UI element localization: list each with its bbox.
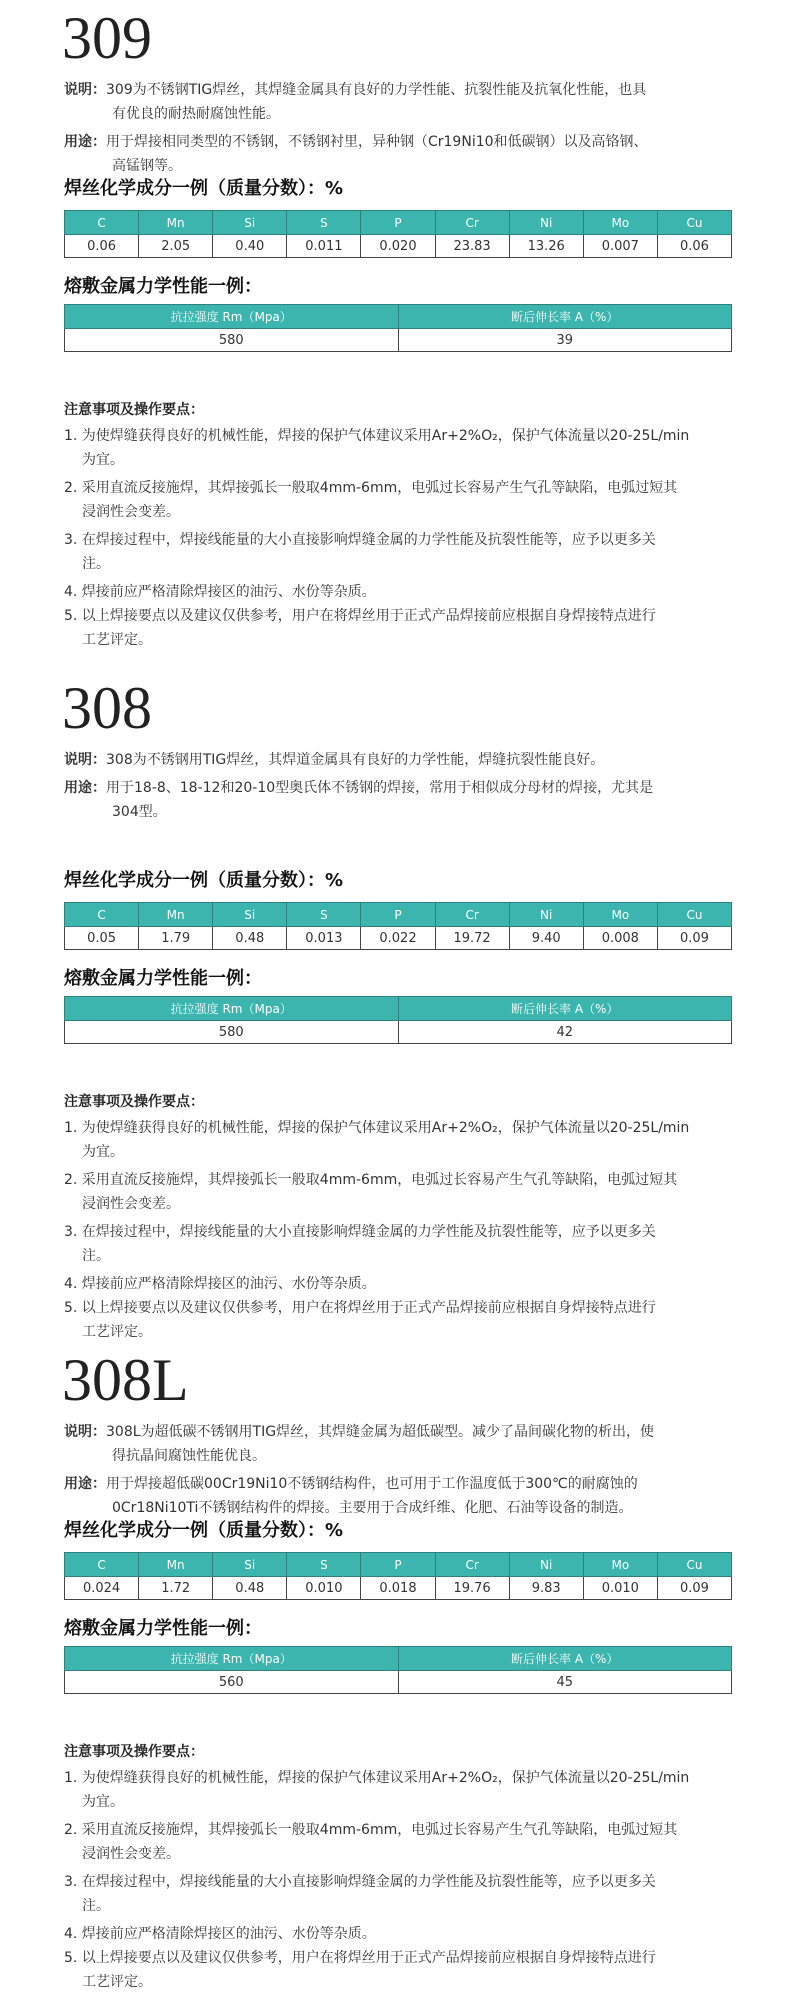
usage-label: 用途： xyxy=(64,134,106,150)
chemistry-value-cell: 1.72 xyxy=(139,1577,213,1600)
mechanical-table xyxy=(64,996,732,1044)
chemistry-value-cell: 23.83 xyxy=(435,235,509,258)
chemistry-value-cell: 0.05 xyxy=(65,927,139,950)
note-continuation: 为宜。 xyxy=(82,1144,124,1160)
usage-text: 0Cr18Ni10Ti不锈钢结构件的焊接。主要用于合成纤维、化肥、石油等设备的制造。 xyxy=(112,1500,633,1516)
note-item: 1. 为使焊缝获得良好的机械性能，焊接的保护气体建议采用Ar+2%O₂，保护气体流量以20-25L/min xyxy=(64,428,690,444)
chemistry-header-cell: Cr xyxy=(435,903,509,927)
description-label: 说明： xyxy=(64,1424,106,1440)
description-line xyxy=(64,80,646,100)
usage-line-cont xyxy=(112,802,167,822)
note-continuation: 注。 xyxy=(82,1898,110,1914)
usage-line-cont xyxy=(112,1498,632,1518)
note-item: 2. 采用直流反接施焊，其焊接弧长一般取4mm-6mm，电弧过长容易产生气孔等缺陷，电弧过短其 xyxy=(64,480,678,496)
mechanical-header-cell: 抗拉强度 Rm（Mpa） xyxy=(65,997,399,1021)
chemistry-table xyxy=(64,902,732,950)
usage-text: 用于焊接超低碳00Cr19Ni10不锈钢结构件，也可用于工作温度低于300℃的耐腐蚀的 xyxy=(106,1476,638,1492)
usage-label: 用途： xyxy=(64,780,106,796)
mechanical-value-cell: 580 xyxy=(65,1021,399,1044)
chemistry-header-cell: Si xyxy=(213,211,287,235)
mechanical-heading: 熔敷金属力学性能一例： xyxy=(64,968,262,989)
chemistry-header-cell: Ni xyxy=(509,1553,583,1577)
chemistry-header-cell: Si xyxy=(213,903,287,927)
chemistry-header-cell: Mo xyxy=(583,211,657,235)
description-text: 308L为超低碳不锈钢用TIG焊丝，其焊缝金属为超低碳型。减少了晶间碳化物的析出，使 xyxy=(106,1424,655,1440)
mechanical-value-row xyxy=(65,329,732,352)
note-item: 3. 在焊接过程中，焊接线能量的大小直接影响焊缝金属的力学性能及抗裂性能等，应予以更多关 xyxy=(64,1224,656,1240)
chemistry-header-row xyxy=(65,1553,732,1577)
mechanical-header-cell: 断后伸长率 A（%） xyxy=(398,1647,732,1671)
mechanical-header-cell: 断后伸长率 A（%） xyxy=(398,997,732,1021)
mechanical-value-cell: 42 xyxy=(398,1021,732,1044)
product-section-309 xyxy=(0,5,790,668)
chemistry-value-cell: 0.48 xyxy=(213,927,287,950)
chemistry-value-cell: 19.76 xyxy=(435,1577,509,1600)
chemistry-header-cell: S xyxy=(287,1553,361,1577)
notes-title: 注意事项及操作要点： xyxy=(64,1744,204,1760)
chemistry-header-cell: Mn xyxy=(139,903,213,927)
description-line xyxy=(64,750,604,770)
chemistry-table xyxy=(64,1552,732,1600)
product-grade: 308 xyxy=(62,675,152,741)
chemistry-value-cell: 13.26 xyxy=(509,235,583,258)
chemistry-value-row xyxy=(65,927,732,950)
chemistry-header-cell: Ni xyxy=(509,211,583,235)
description-label: 说明： xyxy=(64,752,106,768)
note-continuation: 浸润性会变差。 xyxy=(82,504,180,520)
mechanical-header-cell: 抗拉强度 Rm（Mpa） xyxy=(65,1647,399,1671)
chemistry-header-cell: Si xyxy=(213,1553,287,1577)
mechanical-value-cell: 580 xyxy=(65,329,399,352)
description-line-cont xyxy=(112,1446,266,1466)
note-continuation: 浸润性会变差。 xyxy=(82,1846,180,1862)
usage-text: 304型。 xyxy=(112,804,167,820)
chemistry-header-cell: Mn xyxy=(139,1553,213,1577)
chemistry-value-cell: 0.011 xyxy=(287,235,361,258)
chemistry-value-cell: 0.024 xyxy=(65,1577,139,1600)
usage-line-cont xyxy=(112,156,182,176)
chemistry-value-cell: 2.05 xyxy=(139,235,213,258)
chemistry-header-cell: Mn xyxy=(139,211,213,235)
description-text: 有优良的耐热耐腐蚀性能。 xyxy=(112,106,280,122)
chemistry-value-cell: 0.022 xyxy=(361,927,435,950)
note-item: 1. 为使焊缝获得良好的机械性能，焊接的保护气体建议采用Ar+2%O₂，保护气体流量以20-25L/min xyxy=(64,1770,690,1786)
notes-title: 注意事项及操作要点： xyxy=(64,402,204,418)
chemistry-heading: 焊丝化学成分一例（质量分数）：% xyxy=(64,870,344,891)
chemistry-header-row xyxy=(65,903,732,927)
usage-text: 高锰钢等。 xyxy=(112,158,182,174)
chemistry-header-cell: P xyxy=(361,1553,435,1577)
chemistry-value-cell: 0.013 xyxy=(287,927,361,950)
chemistry-value-cell: 0.09 xyxy=(657,1577,731,1600)
chemistry-value-row xyxy=(65,1577,732,1600)
chemistry-header-cell: Cu xyxy=(657,903,731,927)
note-continuation: 工艺评定。 xyxy=(82,632,152,648)
note-item: 1. 为使焊缝获得良好的机械性能，焊接的保护气体建议采用Ar+2%O₂，保护气体流量以20-25L/min xyxy=(64,1120,690,1136)
description-label: 说明： xyxy=(64,82,106,98)
mechanical-value-row xyxy=(65,1021,732,1044)
note-item: 4. 焊接前应严格清除焊接区的油污、水份等杂质。 xyxy=(64,1926,376,1942)
chemistry-header-cell: P xyxy=(361,903,435,927)
chemistry-value-cell: 0.018 xyxy=(361,1577,435,1600)
chemistry-header-cell: Cu xyxy=(657,1553,731,1577)
note-item: 5. 以上焊接要点以及建议仅供参考，用户在将焊丝用于正式产品焊接前应根据自身焊接特点进行 xyxy=(64,1950,656,1966)
chemistry-value-row xyxy=(65,235,732,258)
mechanical-heading: 熔敷金属力学性能一例： xyxy=(64,276,262,297)
chemistry-header-cell: C xyxy=(65,903,139,927)
mechanical-value-cell: 45 xyxy=(398,1671,732,1694)
chemistry-header-cell: Cr xyxy=(435,211,509,235)
chemistry-heading: 焊丝化学成分一例（质量分数）：% xyxy=(64,1520,344,1541)
note-item: 3. 在焊接过程中，焊接线能量的大小直接影响焊缝金属的力学性能及抗裂性能等，应予以更多关 xyxy=(64,1874,656,1890)
chemistry-header-cell: Mo xyxy=(583,903,657,927)
mechanical-header-row xyxy=(65,1647,732,1671)
usage-text: 用于18-8、18-12和20-10型奥氏体不锈钢的焊接，常用于相似成分母材的焊接，尤其是 xyxy=(106,780,654,796)
product-section-308l xyxy=(0,1347,790,2010)
chemistry-heading: 焊丝化学成分一例（质量分数）：% xyxy=(64,178,344,199)
note-item: 5. 以上焊接要点以及建议仅供参考，用户在将焊丝用于正式产品焊接前应根据自身焊接特点进行 xyxy=(64,1300,656,1316)
chemistry-header-cell: C xyxy=(65,211,139,235)
note-item: 2. 采用直流反接施焊，其焊接弧长一般取4mm-6mm，电弧过长容易产生气孔等缺陷，电弧过短其 xyxy=(64,1822,678,1838)
chemistry-header-cell: Ni xyxy=(509,903,583,927)
product-section-308 xyxy=(0,675,790,1340)
note-item: 4. 焊接前应严格清除焊接区的油污、水份等杂质。 xyxy=(64,584,376,600)
mechanical-header-row xyxy=(65,305,732,329)
usage-text: 用于焊接相同类型的不锈钢，不锈钢衬里，异种钢（Cr19Ni10和低碳钢）以及高铬钢、 xyxy=(106,134,648,150)
description-text: 308为不锈钢用TIG焊丝，其焊道金属具有良好的力学性能，焊缝抗裂性能良好。 xyxy=(106,752,605,768)
chemistry-value-cell: 0.020 xyxy=(361,235,435,258)
mechanical-value-cell: 560 xyxy=(65,1671,399,1694)
chemistry-value-cell: 1.79 xyxy=(139,927,213,950)
note-continuation: 注。 xyxy=(82,1248,110,1264)
note-continuation: 工艺评定。 xyxy=(82,1324,152,1340)
note-continuation: 为宜。 xyxy=(82,1794,124,1810)
chemistry-header-cell: C xyxy=(65,1553,139,1577)
note-item: 3. 在焊接过程中，焊接线能量的大小直接影响焊缝金属的力学性能及抗裂性能等，应予以更多关 xyxy=(64,532,656,548)
chemistry-value-cell: 0.40 xyxy=(213,235,287,258)
product-grade: 309 xyxy=(62,5,152,71)
mechanical-value-row xyxy=(65,1671,732,1694)
chemistry-header-cell: Mo xyxy=(583,1553,657,1577)
usage-line xyxy=(64,778,653,798)
chemistry-header-cell: Cu xyxy=(657,211,731,235)
chemistry-header-row xyxy=(65,211,732,235)
usage-line xyxy=(64,1474,638,1494)
note-item: 2. 采用直流反接施焊，其焊接弧长一般取4mm-6mm，电弧过长容易产生气孔等缺陷，电弧过短其 xyxy=(64,1172,678,1188)
chemistry-value-cell: 0.010 xyxy=(583,1577,657,1600)
description-line-cont xyxy=(112,104,280,124)
chemistry-table xyxy=(64,210,732,258)
note-item: 4. 焊接前应严格清除焊接区的油污、水份等杂质。 xyxy=(64,1276,376,1292)
note-continuation: 注。 xyxy=(82,556,110,572)
chemistry-value-cell: 0.008 xyxy=(583,927,657,950)
product-grade: 308L xyxy=(62,1347,189,1413)
chemistry-header-cell: P xyxy=(361,211,435,235)
mechanical-header-row xyxy=(65,997,732,1021)
chemistry-value-cell: 0.007 xyxy=(583,235,657,258)
usage-line xyxy=(64,132,648,152)
chemistry-value-cell: 0.09 xyxy=(657,927,731,950)
description-text: 得抗晶间腐蚀性能优良。 xyxy=(112,1448,266,1464)
mechanical-header-cell: 断后伸长率 A（%） xyxy=(398,305,732,329)
chemistry-value-cell: 0.010 xyxy=(287,1577,361,1600)
chemistry-value-cell: 0.48 xyxy=(213,1577,287,1600)
usage-label: 用途： xyxy=(64,1476,106,1492)
description-text: 309为不锈钢TIG焊丝，其焊缝金属具有良好的力学性能、抗裂性能及抗氧化性能，也具 xyxy=(106,82,647,98)
mechanical-table xyxy=(64,1646,732,1694)
chemistry-value-cell: 9.83 xyxy=(509,1577,583,1600)
chemistry-header-cell: S xyxy=(287,211,361,235)
mechanical-heading: 熔敷金属力学性能一例： xyxy=(64,1618,262,1639)
mechanical-header-cell: 抗拉强度 Rm（Mpa） xyxy=(65,305,399,329)
description-line xyxy=(64,1422,654,1442)
chemistry-header-cell: Cr xyxy=(435,1553,509,1577)
chemistry-value-cell: 0.06 xyxy=(65,235,139,258)
chemistry-value-cell: 0.06 xyxy=(657,235,731,258)
chemistry-value-cell: 9.40 xyxy=(509,927,583,950)
note-continuation: 为宜。 xyxy=(82,452,124,468)
chemistry-header-cell: S xyxy=(287,903,361,927)
mechanical-table xyxy=(64,304,732,352)
mechanical-value-cell: 39 xyxy=(398,329,732,352)
notes-title: 注意事项及操作要点： xyxy=(64,1094,204,1110)
chemistry-value-cell: 19.72 xyxy=(435,927,509,950)
note-continuation: 浸润性会变差。 xyxy=(82,1196,180,1212)
note-item: 5. 以上焊接要点以及建议仅供参考，用户在将焊丝用于正式产品焊接前应根据自身焊接特点进行 xyxy=(64,608,656,624)
note-continuation: 工艺评定。 xyxy=(82,1974,152,1990)
